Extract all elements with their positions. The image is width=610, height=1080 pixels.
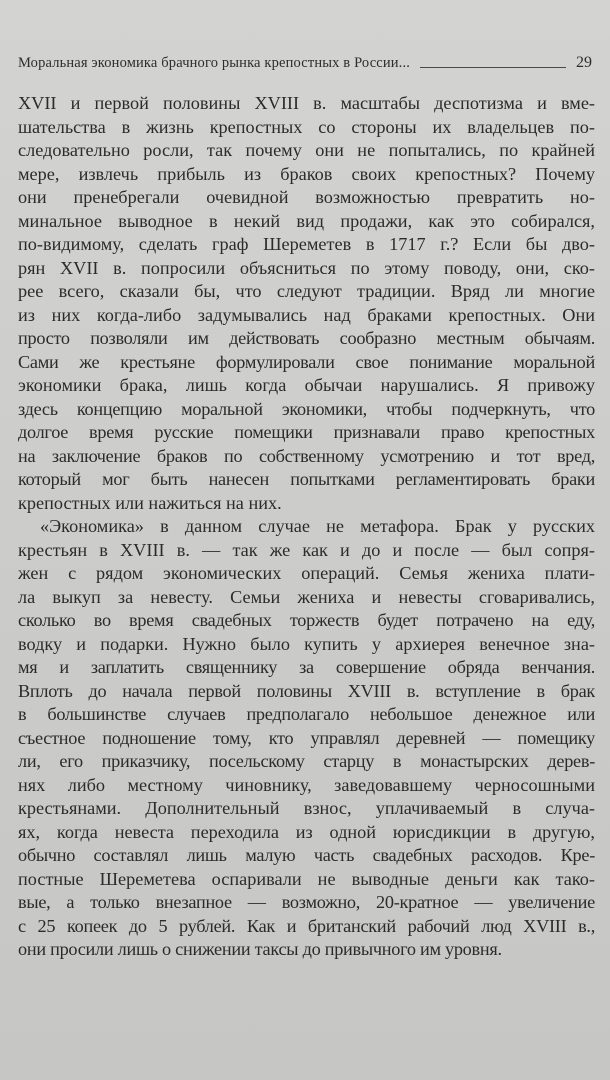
header-rule <box>420 67 566 68</box>
text-line: долгое время русские помещики признавали право крепостных <box>18 422 595 442</box>
text-line: обычно составлял лишь малую часть свадебных расходов. Кре- <box>18 845 595 865</box>
text-line: просто позволяли им действовать сообразно местным обычаям. <box>18 328 595 348</box>
text-line: они пренебрегали очевидной возможностью превратить но- <box>18 187 595 207</box>
running-header <box>18 50 592 72</box>
text-line: здесь концепцию моральной экономики, чтобы подчеркнуть, что <box>18 398 595 419</box>
text-line: крестьян в XVIII в. — так же как и до и после — был сопря- <box>18 539 595 560</box>
text-line: Сами же крестьяне формулировали свое понимание моральной <box>18 351 595 372</box>
text-line: мере, извлечь прибыль из браков своих крепостных? Почему <box>18 163 595 184</box>
paragraph-2 <box>18 515 595 962</box>
text-line: XVII и первой половины XVIII в. масштабы деспотизма и вме- <box>18 93 595 113</box>
text-line: ли, его приказчику, посельскому старцу в монастырских дерев- <box>18 751 595 771</box>
text-line: жен с рядом экономических операций. Семья жениха плати- <box>18 563 595 583</box>
text-line: который мог быть нанесен попытками регламентировать браки <box>18 469 595 489</box>
text-line: постные Шереметева оспаривали не выводные деньги как тако- <box>18 868 595 889</box>
text-line: нях либо местному чиновнику, заведовавшему черносошными <box>18 774 595 795</box>
text-line: «Экономика» в данном случае не метафора. Брак у русских <box>40 516 595 536</box>
text-line: Вплоть до начала первой половины XVIII в. вступление в брак <box>18 680 595 701</box>
text-line: съестное подношение тому, кто управлял деревней — помещику <box>18 727 595 748</box>
text-line: экономики брака, лишь когда обычаи нарушались. Я привожу <box>18 375 595 395</box>
text-line: водку и подарки. Нужно было купить у архиерея венечное зна- <box>18 633 595 654</box>
text-line: шательства в жизнь крепостных со стороны их владельцев по- <box>18 116 595 137</box>
text-line: следовательно росли, так почему они не попытались, по крайней <box>18 140 595 160</box>
text-line: вые, а только внезапное — возможно, 20-кратное — увеличение <box>18 892 595 912</box>
paragraph-1 <box>18 92 595 515</box>
body-text <box>18 92 595 962</box>
text-line: по-видимому, сделать граф Шереметев в 1717 г.? Если бы дво- <box>18 234 595 254</box>
text-line: крестьянами. Дополнительный взнос, уплачиваемый в случа- <box>18 798 595 818</box>
text-line: крепостных или нажиться на них. <box>18 492 282 513</box>
page-number: 29 <box>576 54 592 71</box>
text-line: в большинстве случаев предполагало небольшое денежное или <box>18 704 595 724</box>
text-line: из них когда-либо задумывались над браками крепостных. Они <box>18 304 595 325</box>
text-line: ях, когда невеста переходила из одной юрисдикции в другую, <box>18 821 595 842</box>
running-title: Моральная экономика брачного рынка крепостных в России... <box>18 55 411 71</box>
text-line: с 25 копеек до 5 рублей. Как и британский рабочий люд XVIII в., <box>18 915 595 936</box>
text-line: сколько во время свадебных торжеств будет потрачено на еду, <box>18 610 595 630</box>
text-line: они просили лишь о снижении таксы до привычного им уровня. <box>18 939 502 959</box>
text-line: рее всего, сказали бы, что следуют традиции. Вряд ли многие <box>18 281 595 301</box>
text-line: рян XVII в. попросили объясниться по этому поводу, они, ско- <box>18 257 595 278</box>
text-line: мя и заплатить священнику за совершение обряда венчания. <box>18 657 595 677</box>
text-line: минальное выводное в некий вид продажи, как это собирался, <box>18 210 595 231</box>
text-line: ла выкуп за невесту. Семьи жениха и невесты сговаривались, <box>18 586 595 607</box>
text-line: на заключение браков по собственному усмотрению и тот вред, <box>18 445 595 466</box>
